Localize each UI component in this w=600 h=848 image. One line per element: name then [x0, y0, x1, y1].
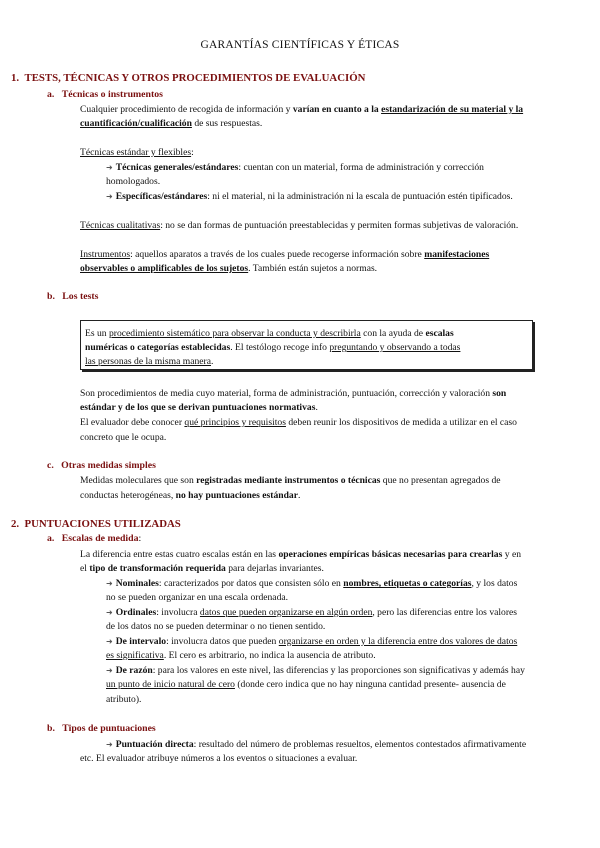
arrow-bullet-icon: ➜	[106, 608, 113, 617]
list-item-continuation: un punto de inicio natural de cero (donde cero indica que no hay ninguna cantidad presente- ausencia de	[106, 679, 506, 690]
box-line: las personas de la misma manera.	[85, 356, 214, 367]
list-item-continuation: de los datos no se pueden determinar o no tienen sentido.	[106, 621, 326, 632]
paragraph: El evaluador debe conocer qué principios y requisitos deben reunir los dispositivos de medida a utilizar en el caso	[80, 417, 517, 428]
box-line: Es un procedimiento sistemático para observar la conducta y describirla con la ayuda de escalas	[85, 328, 454, 339]
page-title: GARANTÍAS CIENTÍFICAS Y ÉTICAS	[200, 39, 400, 51]
paragraph: cuantificación/cualificación de sus respuestas.	[80, 118, 263, 129]
subsection-1a-heading: a. Técnicas o instrumentos	[47, 89, 163, 100]
arrow-bullet-icon: ➜	[106, 666, 113, 675]
paragraph: Técnicas cualitativas: no se dan formas de puntuación preestablecidas y permiten formas subjetivas de valoración.	[80, 220, 519, 231]
subsection-1b-heading: b. Los tests	[47, 291, 99, 302]
paragraph: el tipo de transformación requerida para dejarlas invariantes.	[80, 563, 324, 574]
list-item: ➜ Ordinales: involucra datos que pueden organizarse en algún orden, pero las diferencias entre los valores	[106, 607, 518, 618]
section-2-heading: 2. PUNTUACIONES UTILIZADAS	[11, 518, 181, 530]
box-line: numéricas o categorías establecidas. El testólogo recoge info preguntando y observando a todas	[85, 342, 461, 353]
list-item: ➜ De razón: para los valores en este nivel, las diferencias y las proporciones son significativas y además hay	[106, 665, 525, 676]
paragraph: conductas heterogéneas, no hay puntuaciones estándar.	[80, 490, 301, 501]
list-item: ➜ Específicas/estándares: ni el material, ni la administración ni la escala de puntuación estén tipificados.	[106, 191, 513, 202]
paragraph: Son procedimientos de media cuyo material, forma de administración, puntuación, corrección y valoración son	[80, 388, 507, 399]
arrow-bullet-icon: ➜	[106, 192, 113, 201]
paragraph: Técnicas estándar y flexibles:	[80, 147, 194, 158]
arrow-bullet-icon: ➜	[106, 740, 113, 749]
arrow-bullet-icon: ➜	[106, 579, 113, 588]
paragraph: Medidas moleculares que son registradas mediante instrumentos o técnicas que no presentan agregados de	[80, 475, 501, 486]
paragraph: Cualquier procedimiento de recogida de información y varían en cuanto a la estandarización de su material y la	[80, 104, 524, 115]
list-item: ➜ De intervalo: involucra datos que pueden organizarse en orden y la diferencia entre dos valores de datos	[106, 636, 518, 647]
list-item-continuation: homologados.	[106, 176, 161, 187]
paragraph: concreto que le ocupa.	[80, 432, 167, 443]
list-item-continuation: etc. El evaluador atribuye números a los eventos o situaciones a evaluar.	[80, 753, 358, 764]
paragraph: La diferencia entre estas cuatro escalas están en las operaciones empíricas básicas necesarias para crearlas y en	[80, 549, 521, 560]
subsection-2b-heading: b. Tipos de puntuaciones	[47, 723, 156, 734]
paragraph: estándar y de los que se derivan puntuaciones normativas.	[80, 402, 318, 413]
subsection-1c-heading: c. Otras medidas simples	[47, 460, 156, 471]
list-item: ➜ Técnicas generales/estándares: cuentan con un material, forma de administración y corrección	[106, 162, 484, 173]
list-item: ➜ Nominales: caracterizados por datos que consisten sólo en nombres, etiquetas o categorías, y los datos	[106, 578, 518, 589]
arrow-bullet-icon: ➜	[106, 163, 113, 172]
arrow-bullet-icon: ➜	[106, 637, 113, 646]
list-item-continuation: no se pueden organizar en una escala ordenada.	[106, 592, 289, 603]
list-item-continuation: es significativa. El cero es arbitrario, no indica la ausencia de atributo.	[106, 650, 376, 661]
paragraph: Instrumentos: aquellos aparatos a través de los cuales puede recogerse información sobre manifestaciones	[80, 249, 490, 260]
list-item: ➜ Puntuación directa: resultado del número de problemas resueltos, elementos contestados afirmativamente	[106, 739, 527, 750]
subsection-2a-heading: a. Escalas de medida:	[47, 533, 142, 544]
list-item-continuation: atributo).	[106, 694, 142, 705]
paragraph: observables o amplificables de los sujetos. También están sujetos a normas.	[80, 263, 378, 274]
section-1-heading: 1. TESTS, TÉCNICAS Y OTROS PROCEDIMIENTOS DE EVALUACIÓN	[11, 72, 366, 84]
